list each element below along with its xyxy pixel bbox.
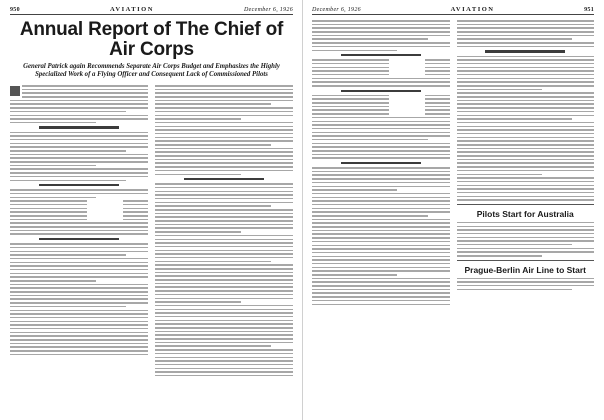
divider — [457, 204, 595, 205]
subhead — [184, 178, 264, 180]
pilots-australia-title: Pilots Start for Australia — [476, 208, 574, 219]
left-running-head — [10, 6, 293, 15]
left-column-1 — [10, 85, 148, 379]
right-page — [302, 0, 604, 420]
right-running-head — [312, 6, 594, 15]
subhead — [341, 90, 421, 92]
divider — [457, 260, 595, 261]
subhead — [39, 238, 119, 240]
subhead — [341, 162, 421, 164]
opening-paragraph — [10, 85, 148, 100]
right-folio: 951 — [584, 7, 594, 13]
left-issue-date: December 6, 1926 — [244, 7, 293, 13]
subhead — [39, 126, 119, 128]
right-column-2 — [457, 20, 595, 307]
right-column-1 — [312, 20, 450, 307]
left-column-2 — [155, 85, 293, 379]
right-issue-date: December 6, 1926 — [312, 7, 361, 13]
drop-cap — [10, 86, 20, 96]
subhead — [485, 50, 565, 52]
subhead — [341, 54, 421, 56]
article-headline: Annual Report of The Chief of Air Corps — [19, 19, 284, 60]
subhead — [39, 184, 119, 186]
left-body-columns — [10, 85, 293, 379]
article-deck: General Patrick again Recommends Separate Air Corps Budget and Emphasizes the Highly Specialized Work of a Flying Officer and Consequent Lack of Commissioned Pilots — [23, 63, 280, 78]
left-magazine-name: AVIATION — [110, 6, 154, 13]
right-body-columns — [312, 20, 594, 307]
prague-berlin-title: Prague-Berlin Air Line to Start — [464, 264, 587, 275]
left-folio: 950 — [10, 7, 20, 13]
right-magazine-name: AVIATION — [450, 6, 495, 13]
